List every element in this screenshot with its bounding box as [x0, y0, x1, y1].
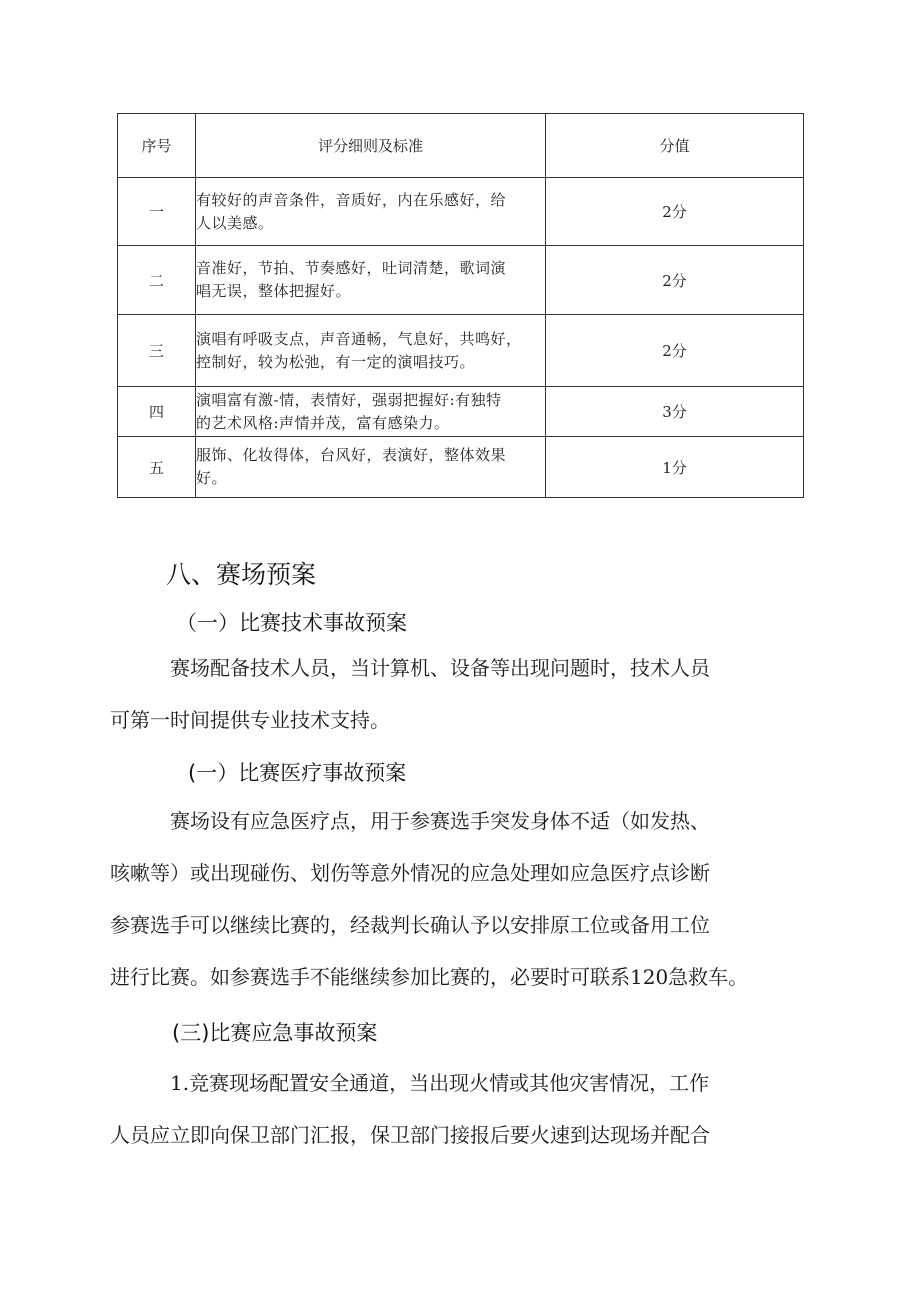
- criteria-line: 唱无误，整体把握好。: [196, 282, 352, 300]
- row-score: 2分: [546, 246, 804, 315]
- row-score: 1分: [546, 437, 804, 498]
- row-score: 2分: [546, 178, 804, 246]
- criteria-line: 人以美感。: [196, 213, 274, 232]
- subsection-heading-emergency: (三)比赛应急事故预案: [172, 1021, 378, 1045]
- criteria-line: 演唱有呼吸支点，声音通畅，气息好，共鸣好，: [196, 329, 522, 348]
- criteria-line: 音准好，节拍、节奏感好，吐词清楚，歌词演: [196, 259, 507, 277]
- table-row: [118, 387, 804, 437]
- row-number: 一: [118, 178, 196, 246]
- table-row: [118, 178, 804, 246]
- header-criteria: 评分细则及标准: [196, 114, 546, 178]
- paragraph-emergency: [110, 1057, 810, 1161]
- paragraph-line: 人员应立即向保卫部门汇报，保卫部门接报后要火速到达现场并配合: [110, 1123, 710, 1147]
- header-score: 分值: [546, 114, 804, 178]
- criteria-line: 的艺术风格:声情并茂，富有感染力。: [196, 413, 450, 432]
- paragraph-line: 进行比赛。如参赛选手不能继续参加比赛的，必要时可联系120急救车。: [110, 965, 749, 989]
- criteria-line: 有较好的声音条件，音质好，内在乐感好，给: [196, 190, 507, 209]
- table-header-row: [118, 114, 804, 178]
- table-row: [118, 437, 804, 498]
- row-score: 2分: [546, 315, 804, 387]
- row-number: 四: [118, 387, 196, 437]
- row-criteria: [196, 437, 546, 498]
- row-number: 五: [118, 437, 196, 498]
- paragraph-line: 可第一时间提供专业技术支持。: [110, 708, 390, 732]
- paragraph-medical: [110, 795, 810, 1003]
- paragraph-technical: [110, 642, 810, 746]
- row-criteria: [196, 178, 546, 246]
- subsection-heading-medical: (一）比赛医疗事故预案: [188, 761, 407, 785]
- paragraph-line: 赛场配备技术人员，当计算机、设备等出现问题时，技术人员: [170, 656, 710, 680]
- row-criteria: [196, 246, 546, 315]
- criteria-line: 控制好，较为松弛，有一定的演唱技巧。: [196, 352, 476, 371]
- paragraph-line: 咳嗽等）或出现碰伤、划伤等意外情况的应急处理如应急医疗点诊断: [110, 861, 710, 885]
- paragraph-line: 1.竞赛现场配置安全通道，当出现火情或其他灾害情况，工作: [170, 1071, 710, 1095]
- subsection-heading-technical: （一）比赛技术事故预案: [176, 611, 407, 635]
- table-row: [118, 315, 804, 387]
- row-score: 3分: [546, 387, 804, 437]
- row-criteria: [196, 315, 546, 387]
- paragraph-line: 参赛选手可以继续比赛的，经裁判长确认予以安排原工位或备用工位: [110, 913, 710, 937]
- section-heading: 八、赛场预案: [166, 560, 317, 589]
- scoring-table: [117, 113, 804, 498]
- criteria-line: 好。: [196, 469, 228, 487]
- criteria-line: 演唱富有激-情，表情好，强弱把握好:有独特: [196, 390, 502, 409]
- row-criteria: [196, 387, 546, 437]
- paragraph-line: 赛场设有应急医疗点，用于参赛选手突发身体不适（如发热、: [170, 809, 710, 833]
- criteria-line: 服饰、化妆得体，台风好，表演好，整体效果: [196, 446, 507, 464]
- row-number: 二: [118, 246, 196, 315]
- table-row: [118, 246, 804, 315]
- row-number: 三: [118, 315, 196, 387]
- header-number: 序号: [118, 114, 196, 178]
